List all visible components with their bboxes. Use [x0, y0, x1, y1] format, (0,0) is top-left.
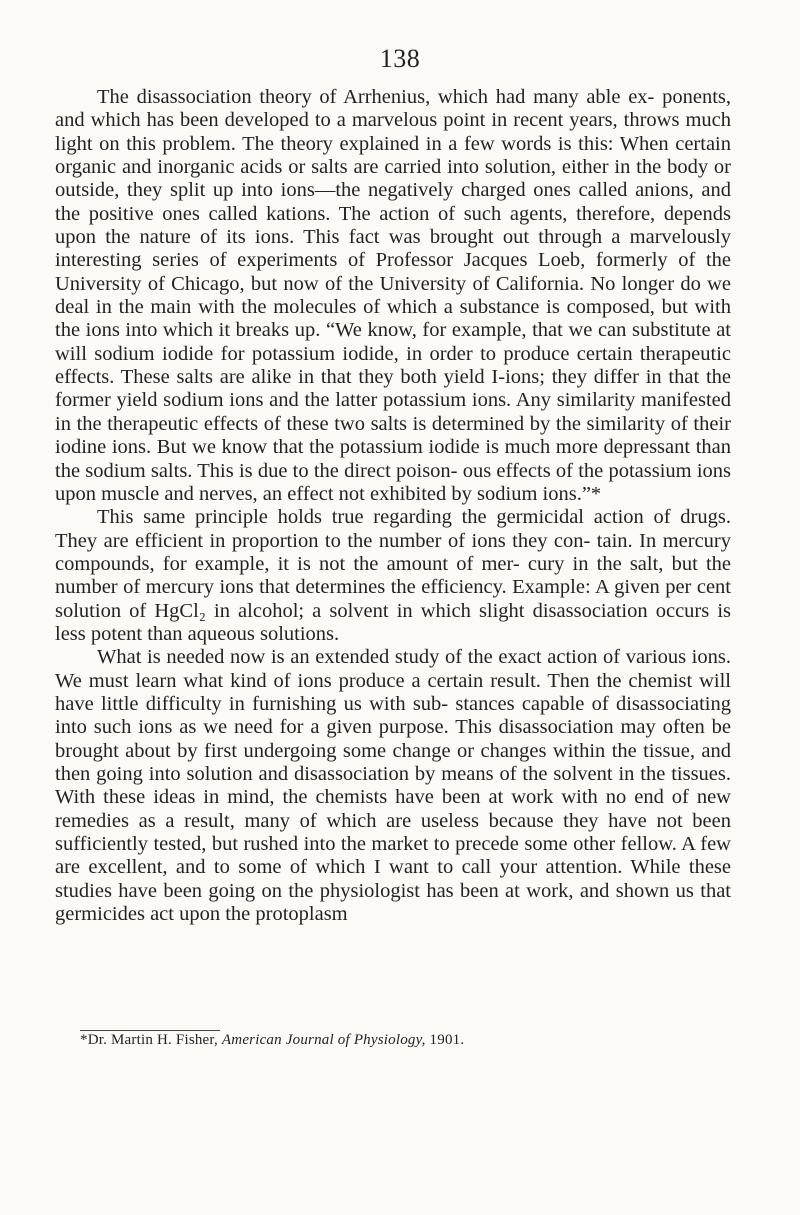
paragraph-ion-study: What is needed now is an extended study of the exact action of various ions. We must learn what kind of ions produce a certain result. Then the chemist will have little difficulty in furnishing us with sub- stances capable of disassociating into such ions as we need for a given purpose. This disassociation may often be brought about by first undergoing some change or changes within the tissue, and then going into solution and disassociation by means of the solvent in the tissues. With these ideas in mind, the chemists have been at work with no end of new remedies as a result, many of which are useless because they have not been sufficiently tested, but rushed into the market to precede some other fellow. A few are excellent, and to some of which I want to call your attention. While these studies have been going on the physiologist has been at work, and shown us that germicides act upon the protoplasm: [55, 646, 731, 926]
footnote-author: *Dr. Martin H. Fisher,: [80, 1032, 222, 1048]
footnote-journal: American Journal of Physiology,: [221, 1032, 426, 1048]
footnote-year: 1901.: [425, 1032, 465, 1048]
paragraph-germicidal-action: This same principle holds true regarding the germicidal action of drugs. They are efficient in proportion to the number of ions they con- tain. In mercury compounds, for example, it is not the amount of mer- cury in the salt, but the number of mercury ions that determines the efficiency. Example: A given per cent solution of HgCl₂ in alcohol; a solvent in which slight disassociation occurs is less potent than aqueous solutions.: [55, 506, 731, 645]
footnote: [80, 1031, 730, 1049]
paragraph-arrhenius: The disassociation theory of Arrhenius, which had many able ex- ponents, and which has been developed to a marvelous point in recent years, throws much light on this problem. The theory explained in a few words is this: When certain organic and inorganic acids or salts are carried into solution, either in the body or outside, they split up into ions—the negatively charged ones called anions, and the positive ones called kations. The action of such agents, therefore, depends upon the nature of its ions. This fact was brought out through a marvelously interesting series of experiments of Professor Jacques Loeb, formerly of the University of Chicago, but now of the University of California. No longer do we deal in the main with the molecules of which a substance is composed, but with the ions into which it breaks up. “We know, for example, that we can substitute at will sodium iodide for potassium iodide, in order to produce certain therapeutic effects. These salts are alike in that they both yield I-ions; they differ in that the former yield sodium ions and the latter potassium ions. Any similarity manifested in the therapeutic effects of these two salts is determined by the similarity of their iodine ions. But we know that the potassium iodide is much more depressant than the sodium salts. This is due to the direct poison- ous effects of the potassium ions upon muscle and nerves, an effect not exhibited by sodium ions.”*: [55, 86, 731, 505]
page-number: 138: [379, 44, 421, 73]
body-text: [55, 86, 731, 926]
